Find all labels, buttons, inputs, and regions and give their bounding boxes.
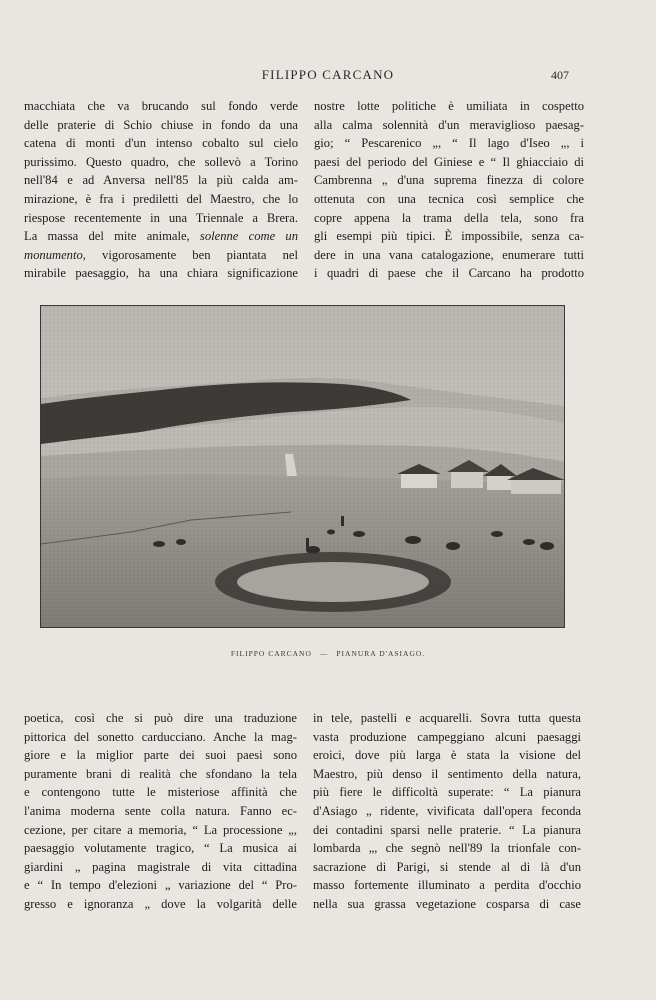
text-line: cezione, per citare a memoria, “ La processione „,	[24, 822, 297, 837]
text-line: pittorica del sonetto carducciano. Anche la mag-	[24, 729, 297, 744]
text-column-bottom-left	[24, 709, 297, 914]
landscape-illustration	[41, 306, 565, 628]
text-line: nell'84 e ad Anversa nell'85 la più calda am-	[24, 173, 298, 188]
text-line: eroici, dove più larga è stata la visione del	[313, 748, 581, 763]
text-line: sacrazione di Parigi, si stende al di là d'un	[313, 859, 581, 874]
text-line: purissimo. Questo quadro, che sollevò a Torino	[24, 154, 298, 169]
text-line: catena di monti d'un intenso cobalto sul cielo	[24, 136, 298, 151]
plate-photograph	[40, 305, 565, 628]
italic-phrase: solenne come un	[199, 229, 298, 244]
running-title: FILIPPO CARCANO	[261, 67, 395, 82]
text-line: più fiere le difficoltà superate: “ La pianura	[313, 785, 581, 800]
text-line: masso fortemente illuminato a perdita d'occhio	[313, 878, 581, 893]
text-line: gresso e ignoranza „ dove la volgarità delle	[24, 896, 297, 911]
plate-caption	[0, 649, 656, 658]
text-segment: vigorosamente ben piantata nel	[102, 247, 298, 262]
text-line: Cambrenna „ d'una suprema finezza di colore	[314, 173, 584, 188]
text-line: poetica, così che si può dire una traduzione	[24, 711, 297, 725]
text-line: puramente brani di realità che sfondano la tela	[24, 766, 297, 781]
text-line: alla calma solennità d'un meraviglioso paesag-	[314, 117, 584, 132]
text-line: dei contadini sparsi nelle praterie. “ La pianura	[313, 822, 581, 837]
text-column-top-left	[24, 97, 298, 283]
text-line: in tele, pastelli e acquarelli. Sovra tutta questa	[313, 711, 581, 725]
text-line: copre appena la trama della tela, sono fra	[314, 210, 584, 225]
text-line: mirabile paesaggio, ha una chiara significazione	[24, 266, 298, 281]
text-line: Maestro, più denso il sentimento della natura,	[313, 766, 581, 781]
text-line: e “ In tempo d'elezioni „ variazione del “ Pro-	[24, 878, 297, 893]
text-line: nella sua grassa vegetazione cosparsa di case	[313, 896, 581, 911]
page-number: 407	[551, 68, 569, 82]
text-line: vasta produzione campeggiano alcuni paesaggi	[313, 729, 581, 744]
caption-title: PIANURA D'ASIAGO.	[336, 649, 426, 658]
text-line: riespose recentemente in una Triennale a Brera.	[24, 210, 298, 225]
italic-phrase: monumento,	[24, 247, 86, 262]
text-line: ottenuta con una tecnica così semplice che	[314, 191, 584, 206]
caption-artist: FILIPPO CARCANO	[230, 649, 312, 658]
text-segment: La massa del mite animale,	[24, 229, 190, 244]
text-line: lombarda „, che segnò nell'89 la trionfale con-	[313, 841, 581, 856]
pond-water	[237, 562, 429, 602]
text-line: gio; “ Pescarenico „, “ Il lago d'Iseo „, i	[314, 136, 584, 151]
text-line: delle praterie di Schio chiuse in fondo da una	[24, 117, 298, 132]
caption-dash: —	[319, 649, 329, 658]
text-column-top-right	[314, 97, 584, 283]
text-line: paesaggio volutamente tragico, “ La musica ai	[24, 841, 297, 856]
text-line: l'anima moderna sente colla natura. Fanno ec-	[24, 803, 297, 818]
text-column-bottom-right	[313, 709, 581, 914]
text-line: mirazione, è fra i prediletti del Maestro, che lo	[24, 191, 298, 206]
text-line-mixed	[24, 227, 298, 246]
text-line: giore e la miglior parte dei suoi paesi sono	[24, 748, 297, 763]
text-line: macchiata che va brucando sul fondo verde	[24, 99, 298, 113]
text-line: i quadri di paese che il Carcano ha prodotto	[314, 266, 584, 281]
text-line-mixed	[24, 246, 298, 265]
text-line: gli esempi più tipici. È impossibile, senza ca-	[314, 229, 584, 244]
text-line: nostre lotte politiche è umiliata in cospetto	[314, 99, 584, 113]
text-line: dere in una vana catalogazione, enumerare tutti	[314, 247, 584, 262]
text-line: paesi del periodo del Giniese e “ Il ghiacciaio di	[314, 154, 584, 169]
text-line: e contengono tutte le misteriose affinità che	[24, 785, 297, 800]
text-line: d'Asiago „ ridente, vivificata dall'opera feconda	[313, 803, 581, 818]
text-line: giardini „ pagina magistrale di vita cittadina	[24, 859, 297, 874]
